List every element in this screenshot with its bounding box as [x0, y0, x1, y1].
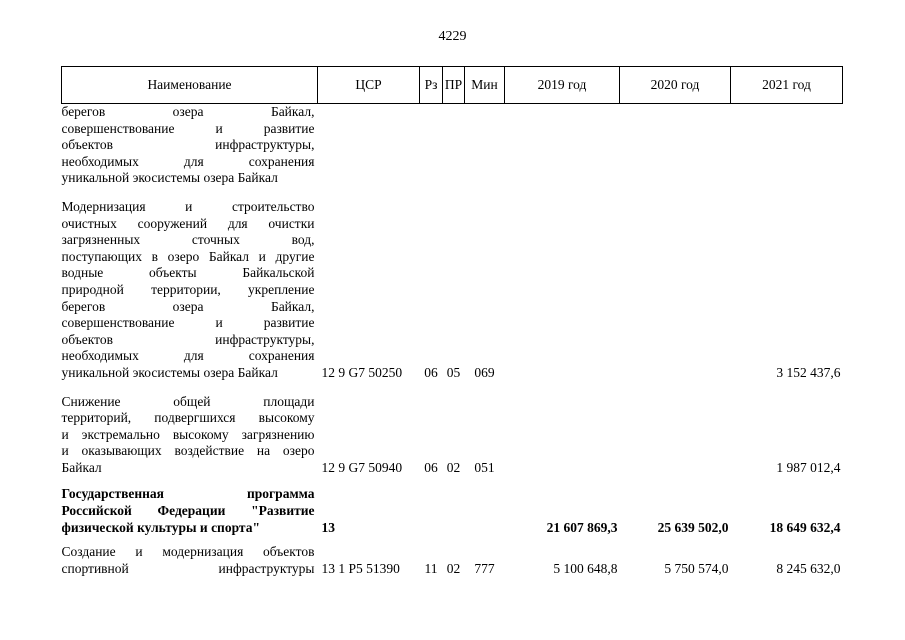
budget-table [61, 66, 843, 577]
row-2020: 5 750 574,0 [664, 560, 729, 576]
row-2020 [620, 199, 731, 382]
row-spacer [62, 536, 843, 544]
row-spacer-cell [62, 382, 843, 394]
row-2020 [620, 104, 731, 187]
row-name-line: Государственная программа [61, 486, 315, 502]
row-pr [443, 486, 465, 536]
row-name-line: загрязненных сточных вод, [61, 232, 315, 248]
row-name-line: Создание и модернизация объектов [61, 544, 315, 560]
row-name-line: уникальной экосистемы озера Байкал [61, 170, 278, 186]
row-2021: 1 987 012,4 [776, 459, 841, 475]
header-pr: ПР [443, 67, 465, 104]
row-name-line: берегов озера Байкал, [61, 298, 315, 314]
row-name [62, 104, 318, 187]
row-spacer-cell [62, 536, 843, 544]
row-spacer-cell [62, 476, 843, 486]
row-min [465, 104, 505, 187]
header-min: Мин [465, 67, 505, 104]
row-csr: 12 9 G7 50250 [321, 364, 403, 380]
row-min: 069 [474, 364, 495, 380]
row-name-line: уникальной экосистемы озера Байкал [61, 364, 278, 380]
row-pr: 02 [446, 560, 461, 576]
row-2020 [620, 394, 731, 477]
row-csr: 12 9 G7 50940 [321, 459, 403, 475]
row-2019 [505, 394, 620, 477]
row-name [62, 544, 318, 577]
table-row [62, 104, 843, 187]
row-rz: 06 [424, 459, 438, 475]
row-rz [420, 104, 443, 187]
row-name-line: поступающих в озеро Байкал и другие [61, 248, 315, 264]
row-2019 [505, 104, 620, 187]
row-name-line: объектов инфраструктуры, [61, 137, 315, 153]
row-min: 051 [474, 459, 495, 475]
row-name-line: необходимых для сохранения [61, 153, 315, 169]
row-pr [443, 104, 465, 187]
row-2021: 8 245 632,0 [776, 560, 841, 576]
row-name-line: совершенствование и развитие [61, 120, 315, 136]
row-pr: 02 [446, 459, 461, 475]
row-name-line: необходимых для сохранения [61, 348, 315, 364]
row-name-line: Модернизация и строительство [61, 198, 315, 214]
row-pr: 05 [446, 364, 461, 380]
row-min: 777 [474, 560, 495, 576]
row-name [62, 199, 318, 382]
row-rz [420, 486, 443, 536]
row-min [465, 486, 505, 536]
row-csr [318, 104, 420, 187]
row-name [62, 486, 318, 536]
row-2021: 3 152 437,6 [776, 364, 841, 380]
header-name: Наименование [62, 67, 318, 104]
row-name-line: Байкал [61, 459, 102, 475]
row-2019 [505, 199, 620, 382]
row-2021 [731, 104, 843, 187]
table-row [62, 394, 843, 477]
row-name-line: Российской Федерации "Развитие [61, 503, 315, 519]
row-name-line: очистных сооружений для очистки [61, 215, 315, 231]
header-2020: 2020 год [620, 67, 731, 104]
row-spacer [62, 476, 843, 486]
row-spacer [62, 187, 843, 199]
row-spacer-cell [62, 187, 843, 199]
row-name-line: и оказывающих воздействие на озеро [61, 443, 315, 459]
row-2019: 21 607 869,3 [546, 519, 618, 535]
row-name-line: Снижение общей площади [61, 393, 315, 409]
row-name-line: водные объекты Байкальской [61, 265, 315, 281]
row-2020: 25 639 502,0 [657, 519, 729, 535]
row-rz: 06 [424, 364, 438, 380]
row-name-line: территорий, подвергшихся высокому [61, 410, 315, 426]
table-row [62, 544, 843, 577]
header-csr: ЦСР [318, 67, 420, 104]
row-name-line: физической культуры и спорта" [61, 519, 260, 535]
row-2021: 18 649 632,4 [769, 519, 841, 535]
row-2019: 5 100 648,8 [553, 560, 618, 576]
row-name-line: и экстремально высокому загрязнению [61, 426, 315, 442]
table-row [62, 199, 843, 382]
row-name-line: природной территории, укрепление [61, 281, 315, 297]
row-name [62, 394, 318, 477]
table-row [62, 486, 843, 536]
table-header-row [62, 67, 843, 104]
row-spacer [62, 382, 843, 394]
row-csr: 13 1 P5 51390 [321, 560, 400, 576]
page-number: 4229 [438, 29, 467, 44]
header-rz: Рз [420, 67, 443, 104]
row-name-line: спортивной инфраструктуры [61, 560, 315, 576]
row-name-line: берегов озера Байкал, [61, 104, 315, 119]
row-csr: 13 [321, 519, 335, 535]
header-2019: 2019 год [505, 67, 620, 104]
row-name-line: совершенствование и развитие [61, 315, 315, 331]
row-rz: 11 [424, 560, 438, 576]
row-name-line: объектов инфраструктуры, [61, 331, 315, 347]
header-2021: 2021 год [731, 67, 843, 104]
